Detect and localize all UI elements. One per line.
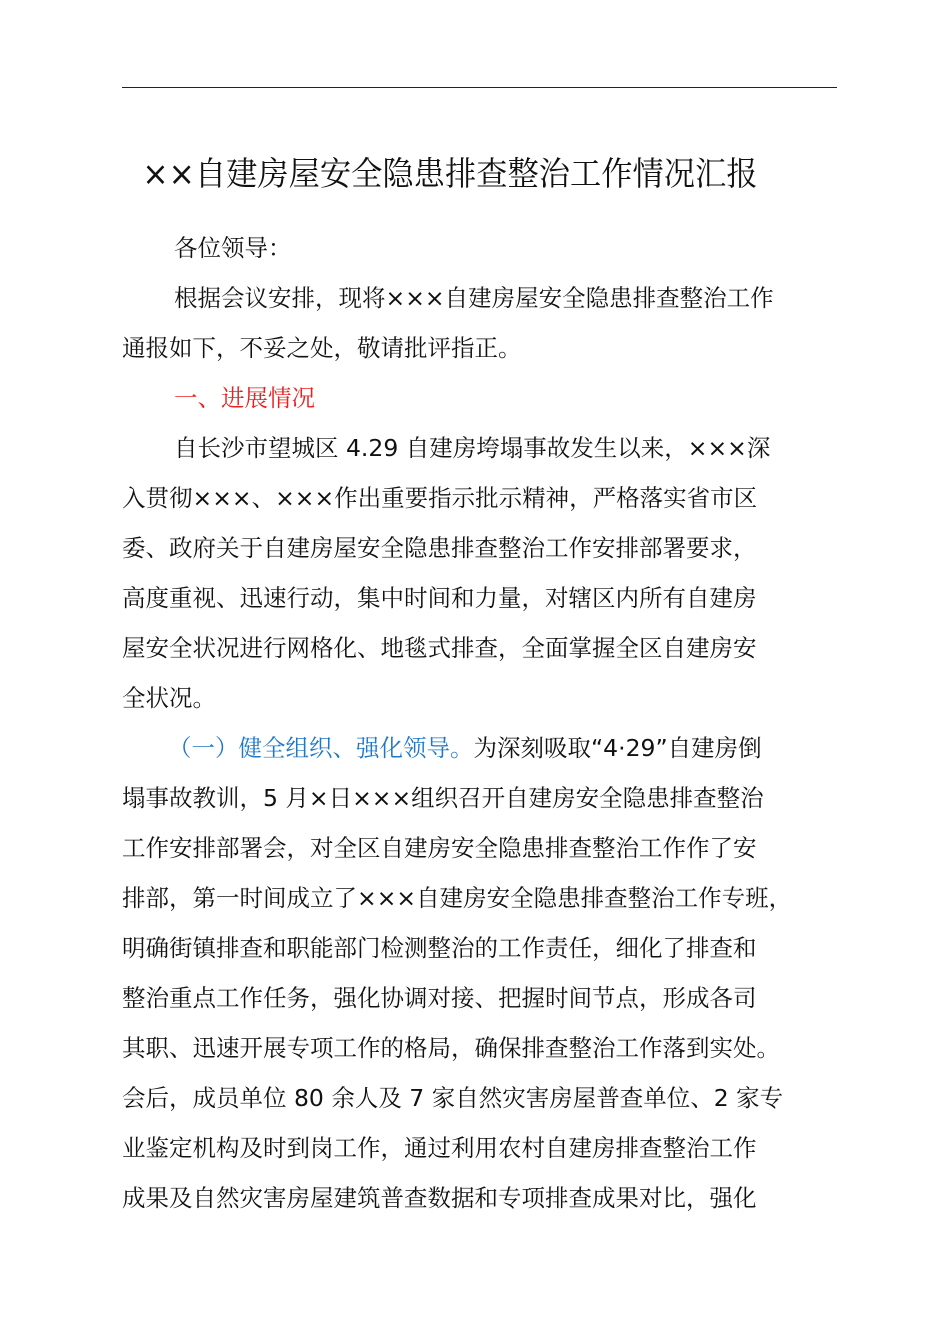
paragraph-line: 工作安排部署会，对全区自建房安全隐患排查整治工作作了安 xyxy=(122,834,757,862)
section-heading-progress: 一、进展情况 xyxy=(174,384,315,412)
salutation: 各位领导： xyxy=(174,234,292,262)
subsection-first-line xyxy=(168,723,762,773)
intro-line: 根据会议安排，现将×××自建房屋安全隐患排查整治工作 xyxy=(174,284,774,312)
paragraph-line: 明确街镇排查和职能部门检测整治的工作责任，细化了排查和 xyxy=(122,934,757,962)
paragraph-line: 入贯彻×××、×××作出重要指示批示精神，严格落实省市区 xyxy=(122,484,758,512)
paragraph-line: 其职、迅速开展专项工作的格局，确保排查整治工作落到实处。 xyxy=(122,1034,780,1062)
paragraph-line: 高度重视、迅速行动，集中时间和力量，对辖区内所有自建房 xyxy=(122,584,757,612)
paragraph-line: 屋安全状况进行网格化、地毯式排查，全面掌握全区自建房安 xyxy=(122,634,757,662)
paragraph-line: 塌事故教训，5 月×日×××组织召开自建房安全隐患排查整治 xyxy=(122,784,764,812)
paragraph-line: 排部，第一时间成立了×××自建房安全隐患排查整治工作专班， xyxy=(122,884,793,912)
paragraph-line: 整治重点工作任务，强化协调对接、把握时间节点，形成各司 xyxy=(122,984,757,1012)
paragraph-line: 委、政府关于自建房屋安全隐患排查整治工作安排部署要求， xyxy=(122,534,757,562)
header-rule xyxy=(122,87,837,88)
subsection-heading-organization: （一）健全组织、强化领导。 xyxy=(168,734,474,762)
paragraph-line: 业鉴定机构及时到岗工作，通过利用农村自建房排查整治工作 xyxy=(122,1134,757,1162)
paragraph-line: 自长沙市望城区 4.29 自建房垮塌事故发生以来，×××深 xyxy=(174,434,771,462)
document-title: ××自建房屋安全隐患排查整治工作情况汇报 xyxy=(142,154,758,193)
intro-line: 通报如下，不妥之处，敬请批评指正。 xyxy=(122,334,522,362)
paragraph-line: 成果及自然灾害房屋建筑普查数据和专项排查成果对比，强化 xyxy=(122,1184,757,1212)
paragraph-line: 会后，成员单位 80 余人及 7 家自然灾害房屋普查单位、2 家专 xyxy=(122,1084,784,1112)
paragraph-line: 全状况。 xyxy=(122,684,216,712)
subsection-first-line-text: 为深刻吸取“4·29”自建房倒 xyxy=(473,734,762,762)
